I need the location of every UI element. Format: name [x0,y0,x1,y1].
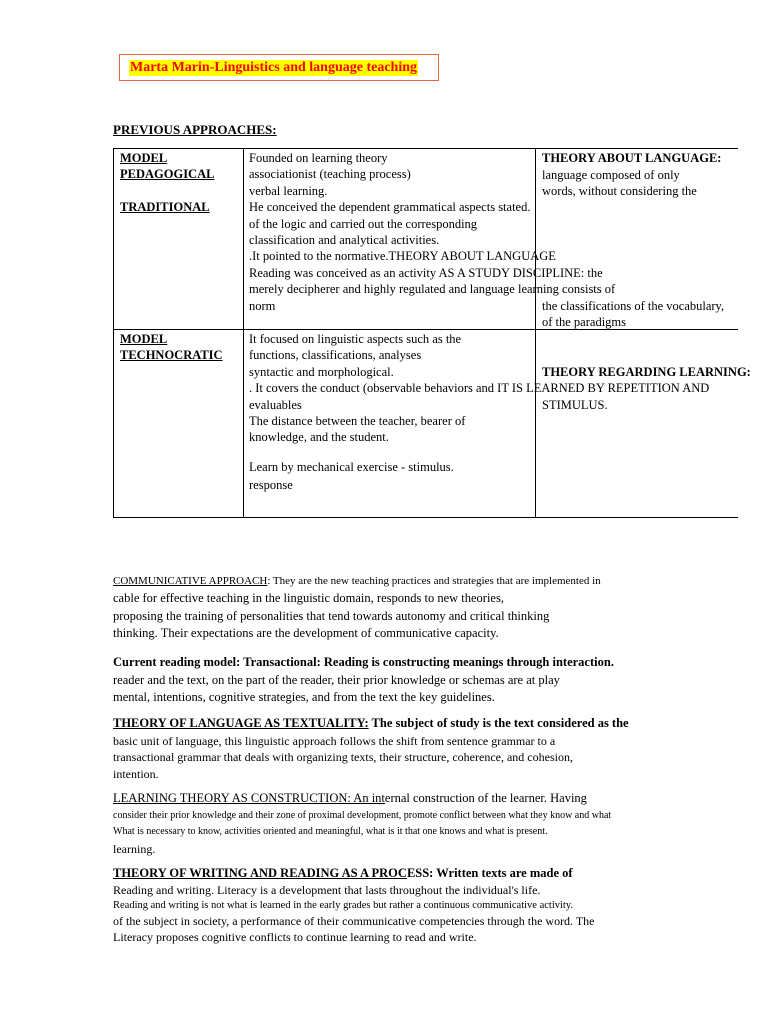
row1-description-line: Founded on learning theory [249,151,388,165]
row2-description-cell [249,331,709,446]
communicative-approach-paragraph [113,573,601,643]
row1-theory-line: words, without considering the [542,184,697,199]
construction-label: LEARNING THEORY AS CONSTRUCTION: An int [113,791,385,805]
row2-description-line: Learn by mechanical exercise - stimulus. [249,460,454,474]
writing-first-line: ESS: Written texts are made of [406,866,573,880]
row1-model-line [120,183,214,199]
construction-end: learning. [113,841,156,856]
row1-theory-line: language composed of only [542,168,680,182]
row1-theory-text-bottom [542,298,724,331]
row1-description-line: Reading was conceived as an activity AS A STUDY DISCIPLINE: the [249,265,603,280]
reading-model-line: reader and the text, on the part of the reader, their prior knowledge or schemas are at play [113,672,560,687]
textuality-first-line: The subject of study is the text considered as the [368,716,629,730]
textuality-line: transactional grammar that deals with organizing texts, their structure, coherence, and cohesion, [113,750,573,764]
table-col-divider-1 [243,148,244,518]
construction-first-line: ernal construction of the learner. Having [384,791,587,805]
communicative-approach-first-line: : They are the new teaching practices and strategies that are implemented in [267,575,601,587]
document-title: Marta Marin-Linguistics and language teaching [130,60,418,75]
previous-approaches-heading: PREVIOUS APPROACHES: [113,122,277,137]
row2-description-line: It focused on linguistic aspects such as the [249,332,462,346]
row2-model-cell [120,331,223,364]
construction-line: What is necessary to know, activities oriented and meaningful, what is it that one knows and what is present. [113,825,548,837]
row2-description-extra [249,458,454,494]
construction-paragraph [113,790,611,859]
row2-description-line: The distance between the teacher, bearer of [249,414,466,429]
table-border-top [113,148,738,149]
row2-description-line: functions, classifications, analyses [249,348,422,363]
writing-line: Reading and writing is not what is learned in the early grades but rather a continuous communicative activity. [113,900,574,911]
reading-model-heading: Current reading model: Transactional: Reading is constructing meanings through interaction. [113,655,614,669]
row1-theory-text-top [542,167,697,200]
row1-theory-heading: THEORY ABOUT LANGUAGE: [542,151,722,165]
row1-model-cell [120,150,214,216]
row1-model-line: PEDAGOGICAL [120,167,215,182]
row2-description-line: . It covers the conduct (observable behaviors and IT IS LEARNED BY REPETITION AND [249,381,710,396]
row1-theory-line: the classifications of the vocabulary, [542,299,725,313]
row1-description-line: He conceived the dependent grammatical aspects stated. [249,200,531,215]
row1-description-line: norm [249,298,276,313]
row1-description-line: of the logic and carried out the corresponding [249,216,478,231]
communicative-line: cable for effective teaching in the linguistic domain, responds to new theories, [113,591,504,605]
title-box [119,54,439,81]
communicative-line: thinking. Their expectations are the development of communicative capacity. [113,626,499,640]
row1-description-line: associationist (teaching process) [249,167,411,182]
communicative-line: proposing the training of personalities that tend towards autonomy and critical thinking [113,608,550,623]
row2-description-line: evaluables [249,397,302,412]
communicative-approach-label: COMMUNICATIVE APPROACH [113,575,268,587]
table-border-bottom [113,517,738,518]
writing-line: Literacy proposes cognitive conflicts to continue learning to read and write. [113,930,477,944]
row1-model-line: TRADITIONAL [120,200,210,215]
textuality-label: THEORY OF LANGUAGE AS TEXTUALITY: [113,716,369,730]
reading-model-paragraph [113,654,614,707]
row2-model-line: TECHNOCRATIC [120,348,223,363]
table-border-left [113,148,114,518]
writing-label: THEORY OF WRITING AND READING AS A PROC [113,866,407,880]
textuality-paragraph [113,715,629,782]
row2-model-line: MODEL [120,332,168,346]
writing-line: Reading and writing. Literacy is a development that lasts throughout the individual's life. [113,883,541,897]
row1-description-line: verbal learning. [249,183,328,198]
row1-description-line: .It pointed to the normative.THEORY ABOUT LANGUAGE [249,249,556,264]
textuality-line: basic unit of language, this linguistic approach follows the shift from sentence grammar to a [113,733,556,748]
textuality-line: intention. [113,766,159,781]
row2-description-line: syntactic and morphological. [249,364,394,379]
row1-description-line: merely decipherer and highly regulated and language learning consists of [249,282,616,297]
writing-paragraph [113,865,595,945]
writing-line: of the subject in society, a performance of their communicative competencies through the word. The [113,914,595,928]
row1-theory-line: of the paradigms [542,315,627,330]
row2-description-line: knowledge, and the student. [249,430,389,445]
row1-description-line: classification and analytical activities. [249,233,440,248]
construction-line: consider their prior knowledge and their zone of proximal development, promote conflict between what they know and what [113,809,612,821]
reading-model-line: mental, intentions, cognitive strategies, and from the text the key guidelines. [113,690,495,704]
row2-description-line: response [249,478,293,492]
row1-model-line: MODEL [120,151,168,165]
row2-theory-heading: THEORY REGARDING LEARNING: [542,365,751,379]
row2-theory-text: STIMULUS. [542,398,608,412]
